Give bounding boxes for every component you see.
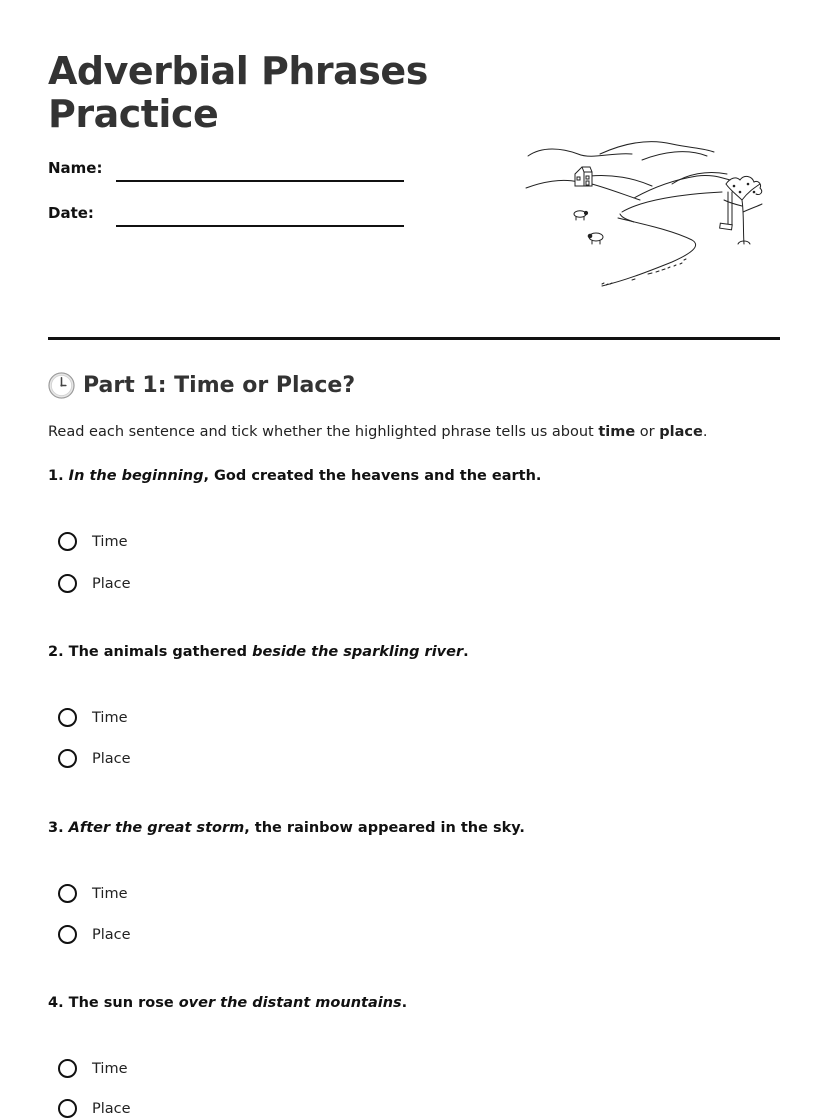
radio-button[interactable]	[58, 532, 77, 551]
radio-button[interactable]	[58, 1099, 77, 1118]
question-4	[48, 995, 407, 1011]
date-input-line[interactable]	[116, 225, 404, 227]
radio-button[interactable]	[58, 925, 77, 944]
highlighted-phrase: over the distant mountains	[178, 995, 402, 1011]
section-title: Part 1: Time or Place?	[83, 373, 356, 398]
section-divider	[48, 337, 780, 340]
q3-option-time[interactable]	[58, 884, 128, 903]
option-label: Place	[92, 926, 131, 943]
instructions-end: .	[702, 424, 708, 440]
instructions-place: place	[659, 424, 703, 440]
radio-button[interactable]	[58, 1059, 77, 1078]
question-2	[48, 644, 469, 660]
name-label: Name:	[48, 159, 103, 177]
clock-icon	[48, 372, 75, 399]
question-1	[48, 468, 541, 484]
section-heading	[48, 372, 355, 399]
date-field	[48, 204, 94, 222]
page-title: Adverbial Phrases Practice	[48, 49, 428, 136]
date-label: Date:	[48, 204, 94, 222]
question-text-after: , God created the heavens and the earth.	[203, 468, 542, 484]
question-text-before: The sun rose	[68, 995, 179, 1011]
farm-landscape-illustration	[522, 134, 770, 294]
highlighted-phrase: In the beginning	[68, 468, 204, 484]
instructions	[48, 424, 707, 440]
q2-option-time[interactable]	[58, 708, 128, 727]
q1-option-place[interactable]	[58, 574, 131, 593]
instructions-or: or	[635, 424, 660, 440]
question-text-after: .	[401, 995, 408, 1011]
name-field	[48, 159, 102, 177]
option-label: Place	[92, 750, 131, 767]
q1-option-time[interactable]	[58, 532, 128, 551]
radio-button[interactable]	[58, 574, 77, 593]
highlighted-phrase: After the great storm	[68, 820, 245, 836]
question-text-before: The animals gathered	[68, 644, 253, 660]
radio-button[interactable]	[58, 884, 77, 903]
radio-button[interactable]	[58, 708, 77, 727]
instructions-time: time	[598, 424, 636, 440]
option-label: Place	[92, 575, 131, 592]
question-text-after: .	[463, 644, 469, 660]
q4-option-time[interactable]	[58, 1059, 128, 1078]
highlighted-phrase: beside the sparkling river	[252, 644, 464, 660]
instructions-text: Read each sentence and tick whether the highlighted phrase tells us about	[48, 424, 599, 440]
name-input-line[interactable]	[116, 180, 404, 182]
question-number: 1.	[48, 468, 64, 484]
question-number: 2.	[48, 644, 64, 660]
radio-button[interactable]	[58, 749, 77, 768]
question-3	[48, 820, 525, 836]
question-text-after: , the rainbow appeared in the sky.	[244, 820, 525, 836]
worksheet-page	[48, 0, 780, 1118]
option-label: Time	[92, 533, 128, 550]
option-label: Place	[92, 1100, 131, 1117]
option-label: Time	[92, 709, 128, 726]
option-label: Time	[92, 885, 128, 902]
question-number: 3.	[48, 820, 64, 836]
q3-option-place[interactable]	[58, 925, 131, 944]
q4-option-place[interactable]	[58, 1099, 131, 1118]
option-label: Time	[92, 1060, 128, 1077]
q2-option-place[interactable]	[58, 749, 131, 768]
question-number: 4.	[48, 995, 64, 1011]
